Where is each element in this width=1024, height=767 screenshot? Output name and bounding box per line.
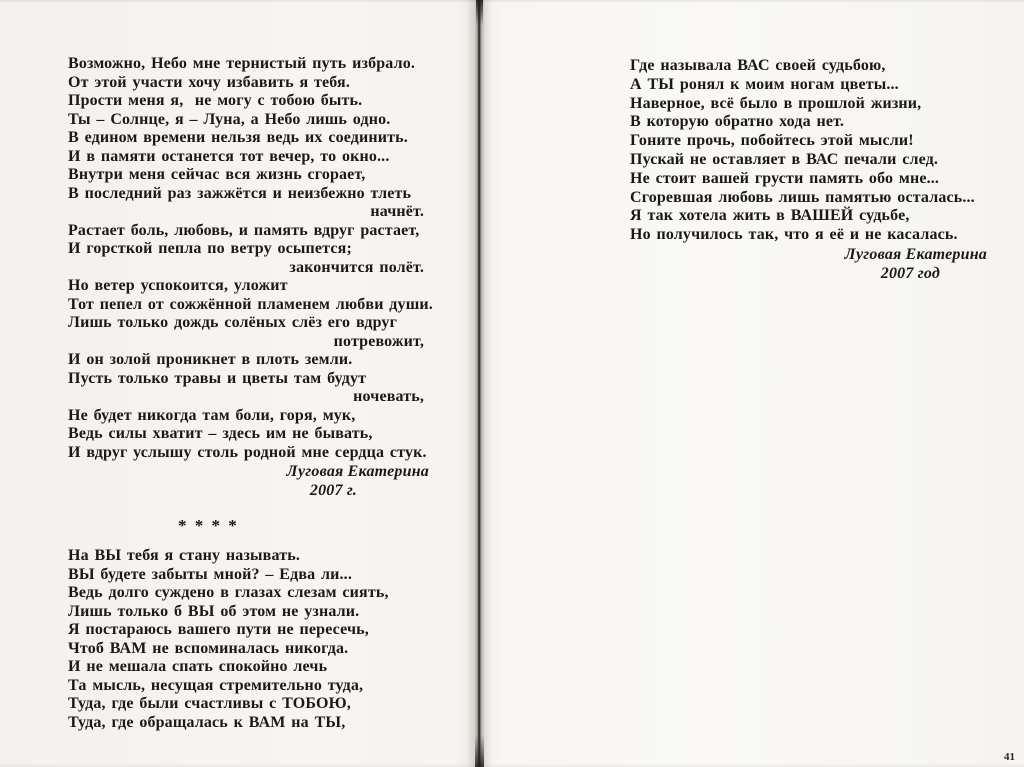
stanza-separator: * * * *	[178, 516, 239, 535]
page-left	[68, 0, 440, 767]
page-number: 41	[1004, 751, 1015, 763]
poem-line: Прости меня я, не могу с тобою быть.	[68, 92, 363, 109]
poem-line: Но ветер успокоится, уложит	[68, 277, 288, 294]
poem-first-lines	[68, 55, 440, 462]
poem-line: Та мысль, несущая стремительно туда,	[68, 676, 364, 694]
book-spine-shadow-bottom	[475, 735, 484, 767]
poem-line: Гоните прочь, побойтесь этой мысли!	[630, 132, 914, 150]
poem-line: Ты – Солнце, я – Луна, а Небо лишь одно.	[68, 110, 391, 128]
poem-line: ВЫ будете забыты мной? – Едва ли...	[68, 565, 352, 583]
page-right	[630, 0, 1015, 767]
poem-line: И вдруг услышу столь родной мне сердца стук.	[68, 443, 427, 461]
poem-line: И он золой проникнет в плоть земли.	[68, 351, 353, 368]
poem-right-date: 2007 год	[880, 264, 940, 282]
poem-line: Растает боль, любовь, и память вдруг растает,	[68, 221, 420, 239]
poem-line: Я постараюсь вашего пути не пересечь,	[68, 621, 369, 638]
book-spine-shadow-top	[476, 0, 483, 26]
poem-first-signature: Луговая Екатерина	[286, 463, 429, 480]
poem-line: Не будет никогда там боли, горя, мук,	[68, 406, 356, 424]
poem-line: Возможно, Небо мне тернистый путь избрало.	[68, 55, 416, 72]
poem-line: Но получилось так, что я её и не касалась.	[630, 226, 958, 244]
poem-line: Туда, где были счастливы с ТОБОЮ,	[68, 695, 351, 712]
poem-line: Где называла ВАС своей судьбою,	[630, 57, 886, 74]
poem-first-date: 2007 г.	[309, 482, 357, 499]
poem-line: Пусть только травы и цветы там будут	[68, 369, 367, 387]
poem-line: Тот пепел от сожжённой пламенем любви души.	[68, 295, 433, 313]
poem-line: Ведь силы хватит – здесь им не бывать,	[68, 425, 373, 442]
poem-line: В которую обратно хода нет.	[630, 113, 845, 131]
book-spine-shadow	[466, 0, 492, 767]
poem-right-lines	[630, 57, 987, 245]
poem-line: В последний раз зажжётся и неизбежно тлеть	[68, 184, 412, 202]
poem-second-lines	[68, 547, 440, 732]
poem-second	[68, 547, 440, 732]
poem-first	[68, 55, 440, 500]
poem-line: Не стоит вашей грусти память обо мне...	[630, 169, 940, 187]
poem-line: Чтоб ВАМ не вспоминалась никогда.	[68, 639, 349, 657]
poem-right	[630, 57, 987, 283]
poem-line: Туда, где обращалась к ВАМ на ТЫ,	[68, 713, 346, 731]
poem-line: Я так хотела жить в ВАШЕЙ судьбе,	[630, 207, 910, 225]
poem-line: В едином времени нельзя ведь их соединить.	[68, 129, 408, 146]
poem-line: Ведь долго суждено в глазах слезам сиять,	[68, 584, 389, 601]
poem-line: начнёт.	[370, 203, 424, 220]
poem-line: Наверное, всё было в прошлой жизни,	[630, 94, 922, 112]
poem-line: Лишь только дождь солёных слёз его вдруг	[68, 314, 397, 331]
poem-line: потревожит,	[333, 332, 424, 350]
poem-line: Лишь только б ВЫ об этом не узнали.	[68, 602, 360, 620]
poem-line: И горсткой пепла по ветру осыпется;	[68, 240, 352, 257]
poem-right-signature: Луговая Екатерина	[844, 245, 987, 263]
poem-line: И в памяти останется тот вечер, то окно...	[68, 147, 390, 165]
poem-line: И не мешала спать спокойно лечь	[68, 658, 328, 675]
poem-line: Внутри меня сейчас вся жизнь сгорает,	[68, 166, 366, 183]
poem-line: От этой участи хочу избавить я тебя.	[68, 73, 350, 91]
poem-line: Пускай не оставляет в ВАС печали след.	[630, 150, 939, 168]
poem-line: Сгоревшая любовь лишь памятью осталась...	[630, 188, 975, 206]
poem-line: А ТЫ ронял к моим ногам цветы...	[630, 75, 899, 93]
poem-line: ночевать,	[353, 388, 424, 405]
poem-line: На ВЫ тебя я стану называть.	[68, 547, 300, 564]
poem-line: закончится полёт.	[289, 258, 424, 276]
